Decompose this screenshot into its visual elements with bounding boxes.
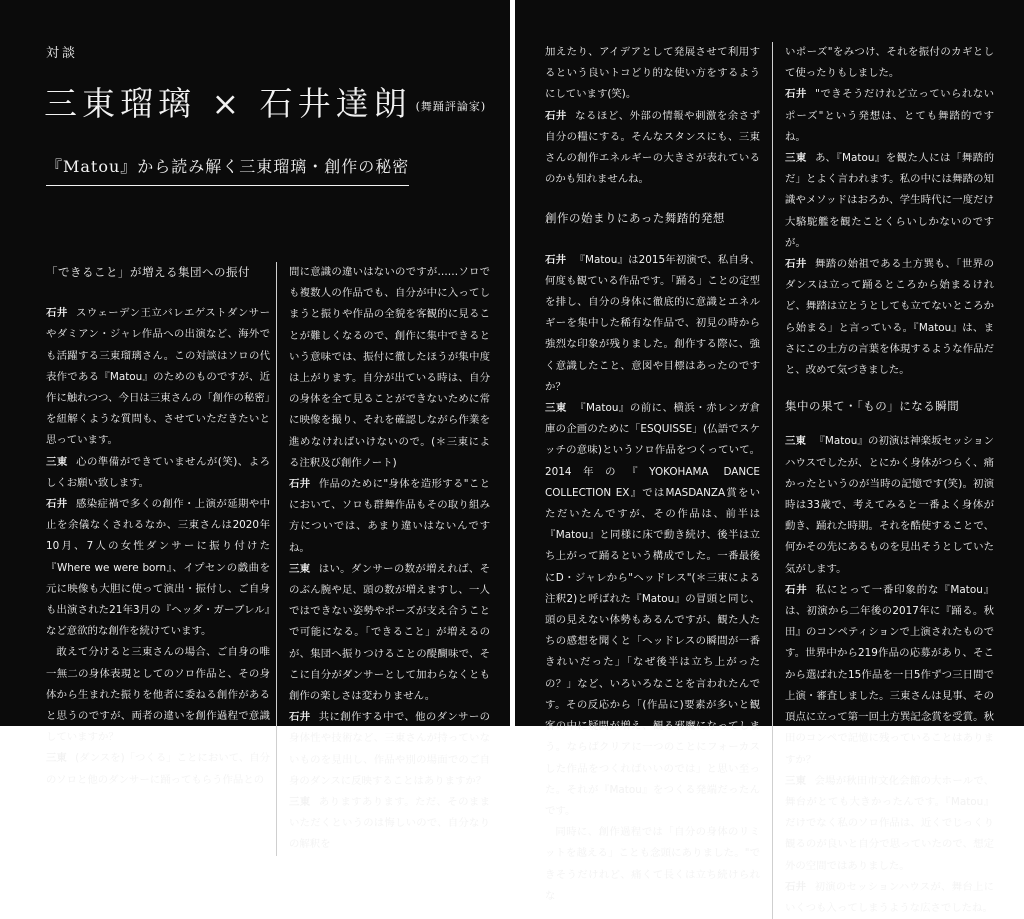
paragraph-text: あ、『Matou』を観た人には「舞踏的だ」とよく言われます。私の中には舞踏の知識やメソッドはおろか、学生時代に一度だけ大駱駝艦を観たことくらいしかないのですが。 (785, 152, 995, 249)
speaker-label: 石井 (46, 307, 68, 320)
paragraph-text: なるほど、外部の情報や刺激を余さず自分の糧にする。そんなスタンスにも、三東さんの創作エネルギーの大きさが表れているのかも知れませんね。 (545, 109, 760, 186)
title-note: (舞踊評論家) (415, 100, 487, 113)
section-heading: 「できること」が増える集団への振付 (46, 265, 250, 279)
paragraph-text: 『Matou』の初演は神楽坂セッションハウスでしたが、とにかく身体がつらく、痛かったというのが当時の記憶です(笑)。初演時は33歳で、考えてみると一番よく身体が動き、踊れた時期。それを酷使することで、何かその先にあるものを見出そうとしていた気がします。 (785, 435, 995, 575)
paragraph (785, 84, 994, 148)
text-column-right-1 (545, 42, 760, 907)
right-page (515, 0, 1024, 914)
paragraph (545, 106, 760, 191)
speaker-label: 三東 (46, 455, 68, 468)
paragraph-text: 私にとって一番印象的な『Matou』は、初演から二年後の2017年に『踊る。秋田』のコンペティションで上演されたものです。世界中から219作品の応募があり、そこから選ばれた15作品を一日5作ずつ三日間で上演・審査しました。三東さんは見事、その頂点に立って第一回土方巽記念賞を受賞。秋田のコンペで記憶に残っていることはありますか？ (785, 583, 995, 766)
speaker-label: 三東 (785, 435, 807, 448)
text-column-right-2 (772, 42, 994, 919)
left-page (0, 0, 510, 851)
paragraph (46, 494, 270, 642)
text-column-left-1 (46, 262, 270, 791)
page-title (44, 78, 486, 125)
paragraph-text: 心の準備ができていませんが(笑)、よろしくお願い致します。 (46, 455, 270, 489)
speaker-label: 三東 (785, 152, 807, 165)
paragraph-text: 共に創作する中で、他のダンサーの身体性や技術など、三東さんが持っていないものを見出し、作品や別の場面でのご自身のダンスに反映することはありますか？ (289, 711, 490, 787)
paragraph-text: スウェーデン王立バレエゲストダンサーやダミアン・ジャレ作品への出演など、海外でも活躍する三東瑠璃さん。この対談はソロの代表作である『Matou』のためのものですが、近作に触れつつ、今日は三東さんの「創作の秘密」を紐解くような質問も、させていただきたいと思っています。 (46, 307, 271, 447)
paragraph-text: 同時に、創作過程では「自分の身体のリミットを越える」ことも念頭にありました。"できそうだけれど、痛くて長くは立ち続けられな (545, 826, 760, 902)
speaker-label: 石井 (289, 711, 311, 724)
speaker-label: 石井 (289, 478, 311, 491)
paragraph-text: 『Matou』は2015年初演で、私自身、何度も観ている作品です。「踊る」ことの定型を排し、自分の身体に徹底的に意識とエネルギーを集中した稀有な作品で、初見の時から強烈な印象が残りました。創作する際に、強く意識したこと、意図や目標はあったのですか？ (545, 253, 760, 393)
text-column-left-2 (276, 262, 490, 856)
paragraph (785, 771, 994, 877)
title-text: 三東瑠璃 × 石井達朗 (44, 84, 412, 123)
speaker-label: 石井 (46, 498, 68, 511)
paragraph (46, 748, 270, 790)
paragraph (545, 250, 760, 398)
kicker: 対談 (46, 46, 79, 61)
paragraph (545, 398, 760, 822)
speaker-label: 三東 (785, 774, 807, 787)
paragraph-text: 『Matou』の前に、横浜・赤レンガ倉庫の企画のために「ESQUISSE」(仏語でスケッチの意味)というソロ作品をつくっていて。2014年の『YOKOHAMA DANCE COLLECTION EX』ではMASDANZA賞をいただいたんですが、その作品は、前半は『Matou』と同様に床で動き続け、後半は立ち上がって踊るという構成でした。一番最後にD・ジャレから"ヘッドレス"(＊三東による注釈2)と呼ばれた『Matou』の冒頭と同じ、頭の見えない体勢もあるんですが、観た人たちの感想を聞くと「ヘッドレスの瞬間が一番きれいだった」「なぜ後半は立ち上がったの？」など、いろいろなことを言われたんです。その反応から「(作品に)要素が多いと観客の中に疑問が増え、観る邪魔になってしまう。ならばクリアに一つのことにフォーカスした作品をつくればいいのでは」と思い至った。それが『Matou』をつくる発端だったんです。 (545, 402, 760, 817)
speaker-label: 石井 (785, 88, 807, 101)
paragraph-text: いポーズ"をみつけ、それを振付のカギとして使ったりもしました。 (785, 46, 994, 80)
speaker-label: 石井 (545, 109, 567, 122)
paragraph (785, 431, 994, 579)
paragraph (289, 792, 490, 856)
paragraph-text: "できそうだけれど立っていられないポーズ"という発想は、とても舞踏的ですね。 (785, 88, 995, 143)
paragraph (785, 148, 994, 254)
paragraph-text: はい。ダンサーの数が増えれば、そのぶん腕や足、頭の数が増えますし、一人ではできない姿勢やポーズが支え合うことで可能になる。「できること」が増えるのが、集団へ振りつけることの醍醐味で、そこに自分がダンサーとして加わらなくとも創作の楽しさは変わりません。 (289, 562, 490, 703)
speaker-label: 三東 (289, 562, 311, 575)
speaker-label: 三東 (289, 796, 311, 809)
subtitle: 『Matou』から読み解く三東瑠璃・創作の秘密 (46, 154, 409, 186)
paragraph-text: 敢えて分けると三東さんの場合、ご自身の唯一無二の身体表現としてのソロ作品と、その身体から生まれた振りを他者に委ねる創作があると思うのですが、両者の違いを創作過程で意識していますか？ (46, 646, 270, 744)
paragraph (785, 580, 994, 771)
paragraph-text: (ダンスを)「つくる」ことにおいて、自分のソロと他のダンサーに踊ってもらう作品との (46, 752, 271, 786)
paragraph (785, 877, 994, 919)
paragraph-text: 間に意識の違いはないのですが……ソロでも複数人の作品でも、自分が中に入ってしまうと振りや作品の全貌を客観的に見ることが難しくなるので、創作に集中できるという意味では、振付に徹したほうが集中度は上がります。自分が出ている時は、自分の身体を全て見ることができないために常に映像を撮り、それを確認しながら作業を進めなければいけないので。(＊三東による注釈及び創作ノート) (289, 266, 490, 469)
paragraph-text: ありますあります。ただ、そのままいただくというのは悔しいので、自分なりの解釈を (289, 796, 490, 851)
speaker-label: 石井 (545, 253, 567, 266)
speaker-label: 石井 (785, 583, 808, 596)
paragraph-text: 初演のセッションハウスが、舞台上にいくつも入ってしまうような広さでしたね。 (785, 880, 994, 914)
paragraph (46, 452, 270, 494)
paragraph-text: 感染症禍で多くの創作・上演が延期や中止を余儀なくされるなか、三東さんは2020年10月、7人の女性ダンサーに振り付けた『Where we were born』、イプセンの戯曲を元に映像も大胆に使って演出・振付し、ご自身も出演された21年3月の『ヘッダ・ガーブレル』など意欲的な創作を続けています。 (46, 498, 271, 638)
paragraph (289, 474, 490, 559)
paragraph (46, 303, 270, 451)
paragraph (785, 254, 994, 381)
paragraph (289, 559, 490, 707)
paragraph-text: 作品のために"身体を造形する"ことにおいて、ソロも群舞作品もその取り組み方についでは、あまり違いはないんですね。 (289, 478, 491, 554)
speaker-label: 三東 (545, 402, 567, 415)
paragraph (289, 707, 490, 792)
section-heading: 創作の始まりにあった舞踏的発想 (545, 211, 725, 226)
section-heading: 集中の果て・「もの」になる瞬間 (785, 399, 960, 414)
speaker-label: 三東 (46, 752, 67, 765)
speaker-label: 石井 (785, 258, 807, 271)
paragraph-text: 加えたり、アイデアとして発展させて利用するという良いトコどり的な使い方をするようにしています(笑)。 (545, 46, 760, 101)
paragraph-text: 会場が秋田市文化会館の大ホールで、舞台がとても大きかったんです。『Matou』だけでなく私のソロ作品は、近くでじっくり観るのが良いと自分で思っていたので、想定外の空間ではありました。 (785, 774, 995, 872)
paragraph-text: 舞踏の始祖である土方巽も、「世界のダンスは立って踊るところから始まるけれど、舞踏は立とうとしても立てないところから始まる」と言っている。『Matou』は、まさにこの土方の言葉を体現するような作品だと、改めて気づきました。 (785, 258, 994, 377)
speaker-label: 石井 (785, 880, 807, 893)
